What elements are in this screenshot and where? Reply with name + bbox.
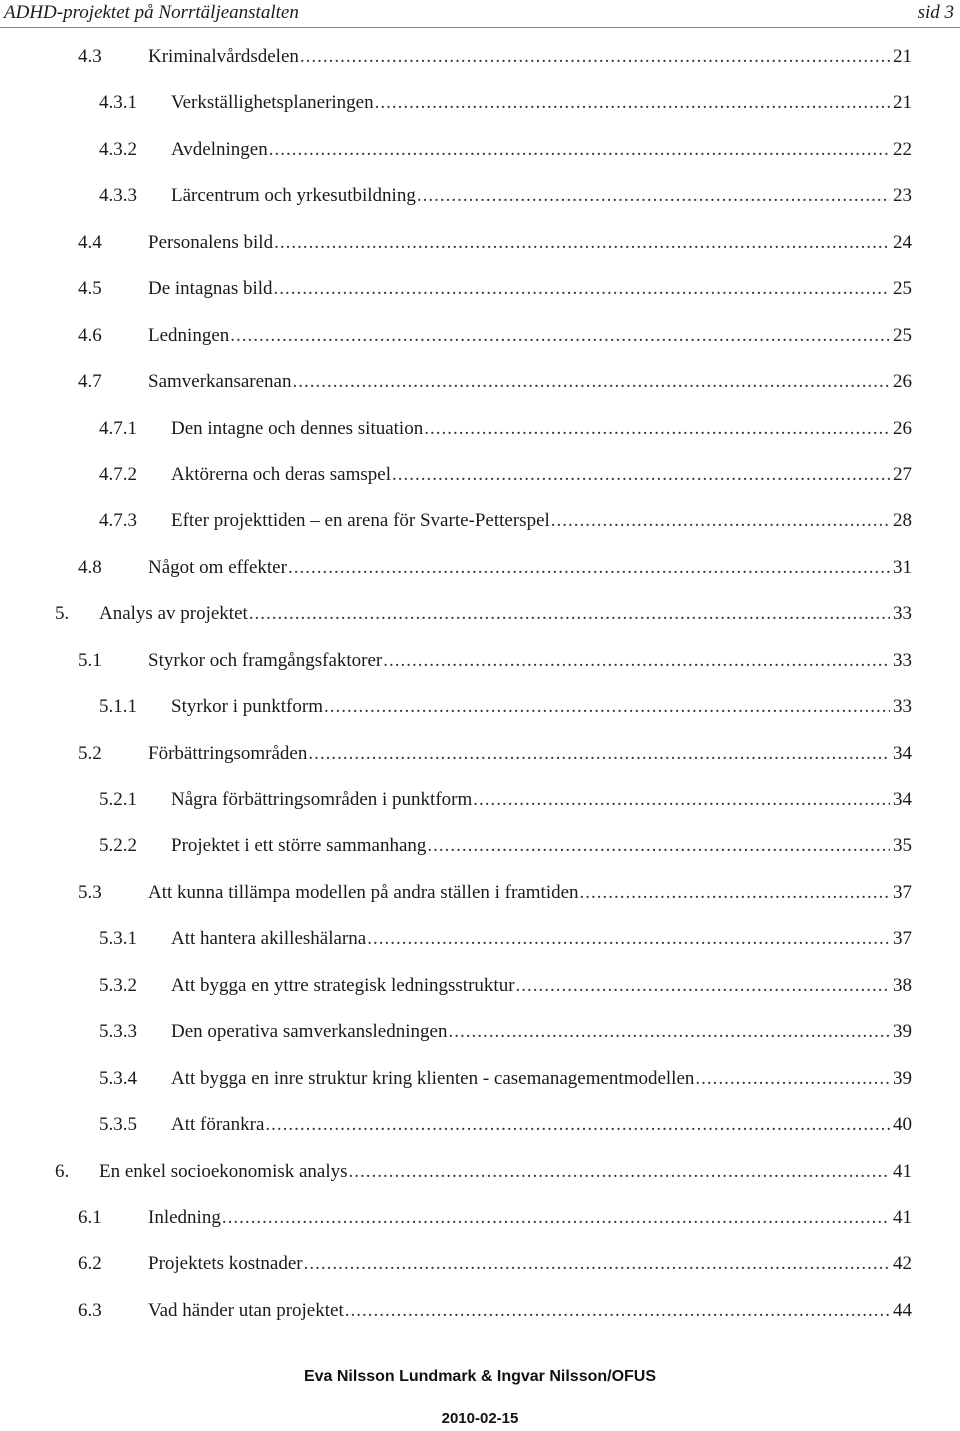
toc-entry[interactable] [0,1288,960,1334]
toc-entry[interactable] [0,545,960,591]
toc-entry-title-line [171,127,912,173]
toc-entry-title[interactable]: Kriminalvårdsdelen [148,46,299,67]
toc-entry-number: 5.3.4 [99,1067,137,1089]
toc-entry-page: 31 [890,545,912,591]
toc-dot-leader [293,359,913,405]
toc-entry-page: 33 [890,591,912,637]
toc-entry-title-line [148,545,912,591]
toc-entry-number: 5. [55,603,70,625]
toc-entry-number: 4.6 [78,324,102,346]
toc-dot-leader [427,823,912,869]
toc-entry-title-line [171,916,912,962]
toc-entry[interactable] [0,1195,960,1241]
toc-entry-title[interactable]: Efter projekttiden – en arena för Svarte-Petterspel [171,510,550,532]
page-header [0,0,960,28]
toc-entry-number: 4.8 [78,556,102,578]
toc-dot-leader [222,1195,912,1241]
toc-entry-number: 4.3.2 [99,138,137,160]
toc-entry-page: 24 [890,220,912,266]
toc-entry[interactable] [0,127,960,173]
toc-entry-title-line [171,963,912,1009]
toc-entry-title-line [171,684,912,730]
toc-entry[interactable] [0,173,960,219]
toc-entry[interactable] [0,452,960,498]
toc-entry-title[interactable]: Vad händer utan projektet [148,1299,344,1321]
toc-entry-number: 4.7 [78,371,102,393]
toc-entry-page: 26 [890,406,912,452]
toc-dot-leader [551,498,912,544]
toc-entry-page: 44 [890,1288,912,1334]
toc-entry-title-line [99,591,912,637]
toc-entry-title-line [171,80,912,126]
toc-entry-title-line [171,173,912,219]
toc-entry-number: 4.7.3 [99,510,137,532]
toc-entry-title-line [148,266,912,312]
toc-dot-leader [230,313,912,359]
toc-dot-leader [424,406,912,452]
toc-dot-leader [375,80,912,126]
toc-entry-page: 37 [890,870,912,916]
toc-entry[interactable] [0,638,960,684]
toc-entry-page: 37 [890,916,912,962]
toc-entry-title-line [171,1102,912,1148]
toc-entry-page: 38 [890,963,912,1009]
toc-entry-title[interactable]: Att förankra [171,1114,265,1136]
toc-entry-number: 6.2 [78,1253,102,1275]
toc-entry-page: 42 [890,1241,912,1287]
toc-dot-leader [383,638,912,684]
toc-entry-title-line [171,777,912,823]
toc-entry-title[interactable]: Den operativa samverkansledningen [171,1021,448,1043]
toc-entry-page: 26 [890,359,912,405]
toc-entry-number: 4.7.1 [99,417,137,439]
toc-entry-page: 39 [890,1056,912,1102]
toc-entry-number: 5.3.5 [99,1114,137,1136]
toc-entry[interactable] [0,359,960,405]
toc-entry-number: 5.2.1 [99,789,137,810]
toc-entry-number: 6. [55,1160,70,1182]
toc-entry-title[interactable]: Något om effekter [148,556,287,578]
toc-entry-number: 4.3.1 [99,92,137,114]
toc-dot-leader [367,916,912,962]
toc-entry-page: 23 [890,173,912,219]
toc-entry-page: 25 [890,313,912,359]
document-title: ADHD-projektet på Norrtäljeanstalten [4,2,299,23]
toc-entry-number: 5.2 [78,742,102,764]
toc-dot-leader [304,1241,912,1287]
toc-entry-number: 5.3.2 [99,974,137,996]
toc-entry-title-line [171,406,912,452]
toc-entry-title-line [148,1241,912,1287]
toc-entry-number: 5.1.1 [99,696,137,718]
toc-dot-leader [349,1149,912,1195]
toc-entry-title[interactable]: Några förbättringsområden i punktform [171,789,473,810]
toc-entry-title[interactable]: Att bygga en inre struktur kring klienten - casemanagementmodellen [171,1067,695,1089]
toc-entry-title-line [171,1009,912,1055]
toc-entry[interactable] [0,823,960,869]
toc-entry[interactable] [0,591,960,637]
toc-entry[interactable] [0,313,960,359]
toc-entry[interactable] [0,1102,960,1148]
toc-entry-number: 4.5 [78,278,102,300]
toc-entry-title[interactable]: Analys av projektet [99,603,248,625]
toc-dot-leader [269,127,912,173]
toc-entry-title[interactable]: Styrkor och framgångsfaktorer [148,649,383,671]
toc-entry-title-line [148,1195,912,1241]
toc-entry-title[interactable]: Att bygga en yttre strategisk ledningsstruktur [171,974,515,996]
toc-entry-title-line [148,34,912,80]
toc-entry-number: 5.3.3 [99,1021,137,1043]
toc-dot-leader [300,34,912,80]
toc-dot-leader [516,963,912,1009]
toc-entry-title-line [148,1288,912,1334]
footer-date: 2010-02-15 [441,1410,519,1427]
toc-entry-page: 25 [890,266,912,312]
toc-dot-leader [308,731,912,777]
toc-entry-title-line [148,313,912,359]
toc-entry-page: 35 [890,823,912,869]
toc-entry-title[interactable]: Personalens bild [148,231,274,253]
toc-dot-leader [324,684,912,730]
toc-entry[interactable] [0,1009,960,1055]
toc-dot-leader [392,452,912,498]
toc-entry-title[interactable]: Styrkor i punktform [171,696,323,718]
toc-entry-title[interactable]: Verkställighetsplaneringen [171,92,374,114]
toc-entry[interactable] [0,1149,960,1195]
toc-entry[interactable] [0,916,960,962]
toc-entry-title-line [148,220,912,266]
toc-entry-title[interactable]: Projektet i ett större sammanhang [171,835,427,857]
table-of-contents [0,34,960,1334]
toc-entry-page: 33 [890,638,912,684]
toc-entry[interactable] [0,406,960,452]
toc-entry-title[interactable]: Samverkansarenan [148,371,292,393]
toc-entry-number: 4.3 [78,46,102,67]
toc-dot-leader [345,1288,912,1334]
toc-entry-page: 41 [890,1195,912,1241]
toc-entry-number: 4.3.3 [99,185,137,207]
toc-entry-title-line [148,731,912,777]
toc-entry[interactable] [0,80,960,126]
toc-entry-title-line [171,498,912,544]
footer-authors: Eva Nilsson Lundmark & Ingvar Nilsson/OFUS [303,1368,657,1385]
toc-entry[interactable] [0,1056,960,1102]
toc-entry[interactable] [0,963,960,1009]
toc-entry-page: 33 [890,684,912,730]
toc-entry-number: 4.7.2 [99,463,137,485]
toc-dot-leader [695,1056,912,1102]
toc-entry-title[interactable]: Förbättringsområden [148,742,308,764]
toc-dot-leader [265,1102,912,1148]
toc-entry-title[interactable]: Den intagne och dennes situation [171,417,424,439]
page-number-label: sid 3 [917,2,954,23]
toc-entry-page: 27 [890,452,912,498]
toc-entry-page: 28 [890,498,912,544]
toc-entry-title[interactable]: Att kunna tillämpa modellen på andra ställen i framtiden [148,881,579,903]
toc-entry[interactable] [0,34,960,80]
toc-dot-leader [417,173,912,219]
toc-entry-title[interactable]: Aktörerna och deras samspel [171,463,392,485]
toc-entry[interactable] [0,498,960,544]
toc-dot-leader [249,591,912,637]
toc-entry-title[interactable]: En enkel socioekonomisk analys [99,1160,348,1182]
toc-entry-title-line [148,359,912,405]
toc-entry[interactable] [0,684,960,730]
toc-entry[interactable] [0,1241,960,1287]
toc-entry-title-line [171,1056,912,1102]
toc-entry-number: 6.3 [78,1299,102,1321]
toc-entry-page: 40 [890,1102,912,1148]
toc-entry[interactable] [0,777,960,823]
toc-entry-number: 5.3 [78,881,102,903]
toc-entry[interactable] [0,731,960,777]
toc-dot-leader [274,220,912,266]
toc-entry-title[interactable]: Att hantera akilleshälarna [171,928,367,950]
toc-entry-title-line [148,638,912,684]
toc-entry-title[interactable]: Lärcentrum och yrkesutbildning [171,185,416,207]
header-rule [0,27,960,28]
toc-entry-page: 34 [890,777,912,823]
toc-entry-title[interactable]: De intagnas bild [148,278,273,300]
toc-entry-title-line [171,452,912,498]
toc-entry-page: 39 [890,1009,912,1055]
toc-entry-page: 34 [890,731,912,777]
toc-entry-title[interactable]: Ledningen [148,324,230,346]
toc-entry-title-line [99,1149,912,1195]
toc-entry-number: 4.4 [78,231,102,253]
toc-entry-title-line [148,870,912,916]
toc-entry-title[interactable]: Inledning [148,1206,221,1228]
toc-entry-title-line [171,823,912,869]
toc-entry-title[interactable]: Projektets kostnader [148,1253,303,1275]
toc-dot-leader [473,777,912,823]
toc-entry-number: 5.1 [78,649,102,671]
toc-entry[interactable] [0,220,960,266]
toc-entry-page: 22 [890,127,912,173]
toc-dot-leader [448,1009,912,1055]
toc-dot-leader [274,266,912,312]
toc-entry[interactable] [0,266,960,312]
toc-entry-number: 6.1 [78,1206,102,1228]
toc-entry-number: 5.3.1 [99,928,137,950]
toc-entry-number: 5.2.2 [99,835,137,857]
toc-entry-page: 21 [890,34,912,80]
toc-entry-title[interactable]: Avdelningen [171,138,268,160]
toc-entry-page: 41 [890,1149,912,1195]
toc-dot-leader [580,870,912,916]
toc-dot-leader [288,545,912,591]
toc-entry-page: 21 [890,80,912,126]
toc-entry[interactable] [0,870,960,916]
